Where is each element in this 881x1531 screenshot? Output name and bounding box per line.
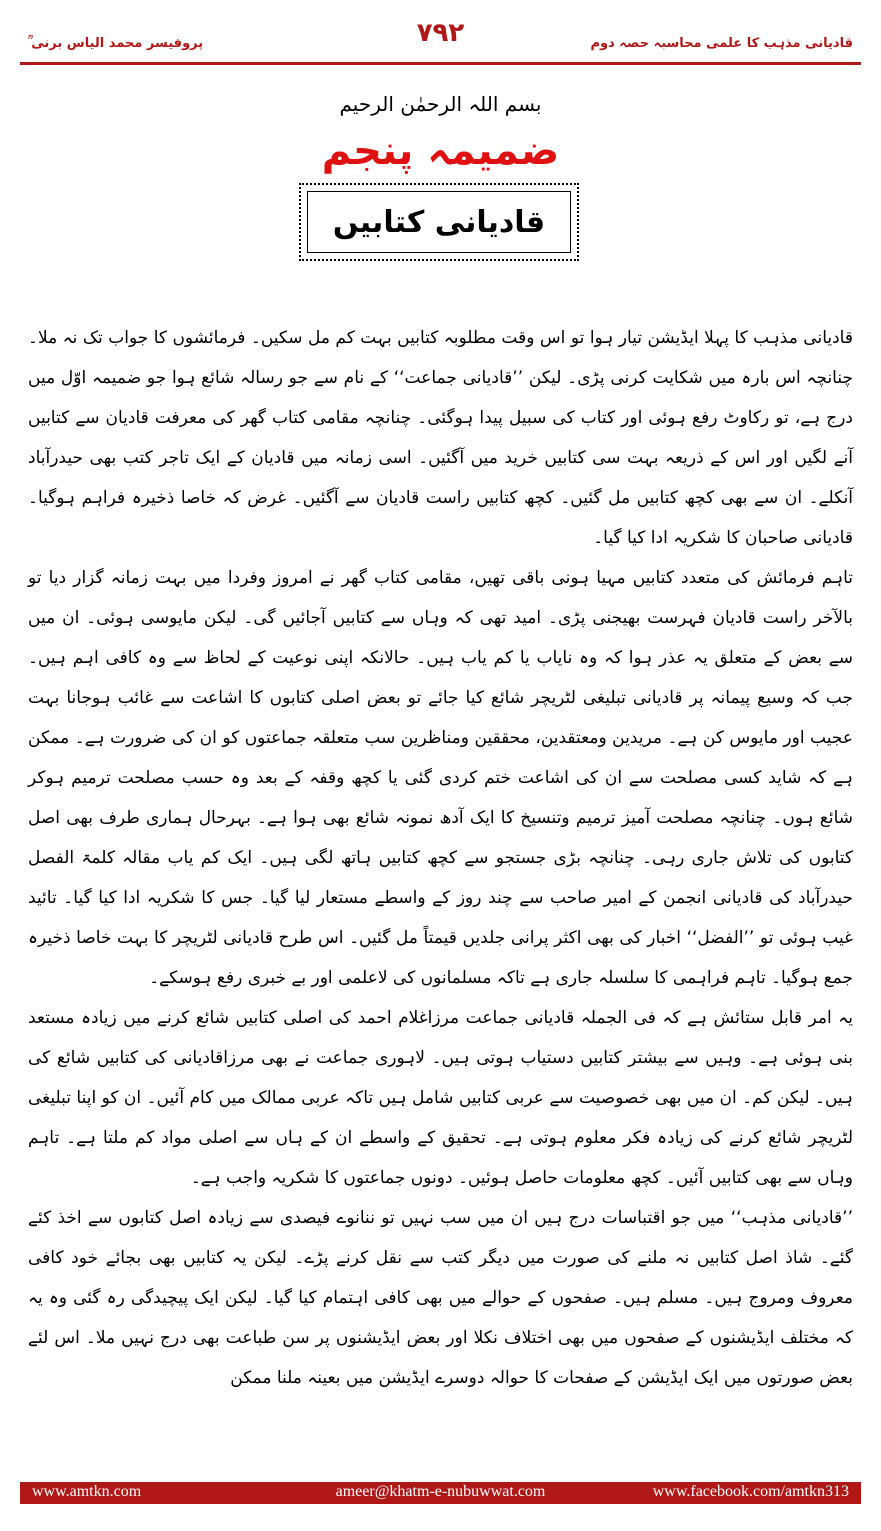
- appendix-title: ضمیمہ پنجم: [321, 128, 560, 174]
- header-book-title: قادیانی مذہب کا علمی محاسبہ حصہ دوم: [590, 36, 853, 51]
- page-number: ۷۹۲: [416, 18, 465, 48]
- footer-facebook-link[interactable]: www.facebook.com/amtkn313: [652, 1483, 849, 1500]
- footer-email-link[interactable]: ameer@khatm-e-nubuwwat.com: [335, 1483, 546, 1500]
- page-header: [22, 18, 859, 62]
- header-divider: [20, 62, 861, 65]
- footer-website-link[interactable]: www.amtkn.com: [32, 1483, 142, 1500]
- body-text: [28, 318, 853, 1398]
- paragraph-1: قادیانی مذہب کا پہلا ایڈیشن تیار ہوا تو اس وقت مطلوبہ کتابیں بہت کم مل سکیں۔ فرمائشوں کا جواب تک نہ ملا۔ چنانچہ اس بارہ میں شکایت کرنی پڑی۔ لیکن ’’قادیانی جماعت‘‘ کے نام سے جو رسالہ شائع ہوا جو ضمیمہ اوّل میں درج ہے، تو رکاوٹ رفع ہوئی اور کتاب کی سبیل پیدا ہوگئی۔ چنانچہ مقامی کتاب گھر کی معرفت قادیان سے کتابیں آنے لگیں اور اس کے ذریعہ بہت سی کتابیں خرید میں آگئیں۔ اسی زمانہ میں قادیان کے ایک تاجر کتب بھی حیدرآباد آنکلے۔ ان سے بھی کچھ کتابیں مل گئیں۔ کچھ کتابیں راست قادیان سے آگئیں۔ غرض کہ خاصا ذخیرہ فراہم ہوگیا۔ قادیانی صاحبان کا شکریہ ادا کیا گیا۔: [28, 328, 853, 548]
- paragraph-2: تاہم فرمائش کی متعدد کتابیں مہیا ہونی باقی تھیں، مقامی کتاب گھر نے امروز وفردا میں بہت زمانہ گزار دیا تو بالآخر راست قادیان فہرست بھیجنی پڑی۔ امید تھی کہ وہاں سے کتابیں آجائیں گی۔ لیکن مایوسی ہوئی۔ ان میں سے بعض کے متعلق یہ عذر ہوا کہ وہ نایاب یا کم یاب ہیں۔ حالانکہ اپنی نوعیت کے لحاظ سے وہ کافی اہم ہیں۔ جب کہ وسیع پیمانہ پر قادیانی تبلیغی لٹریچر شائع کیا جائے تو بعض اصلی کتابوں کا اشاعت سے غائب ہوجانا بہت عجیب اور مایوس کن ہے۔ مریدین ومعتقدین، محققین ومناظرین سب متعلقہ جماعتوں کو ان کی ضرورت ہے۔ ممکن ہے کہ شاید کسی مصلحت سے ان کی اشاعت ختم کردی گئی یا کچھ وقفہ کے بعد وہ حسب مصلحت ترمیم ہوکر شائع ہوں۔ چنانچہ مصلحت آمیز ترمیم وتنسیخ کا ایک آدھ نمونہ شائع بھی ہوا ہے۔ بہرحال ہماری طرف بھی اصل کتابوں کی تلاش جاری رہی۔ چنانچہ بڑی جستجو سے کچھ کتابیں ہاتھ لگی ہیں۔ ایک کم یاب مقالہ کلمۃ الفصل حیدرآباد کی قادیانی انجمن کے امیر صاحب سے چند روز کے واسطے مستعار لیا گیا۔ جس کا شکریہ ادا کیا گیا۔ تائید غیب ہوئی تو ’’الفضل‘‘ اخبار کی بھی اکثر پرانی جلدیں قیمتاً مل گئیں۔ اس طرح قادیانی لٹریچر کا بہت خاصا ذخیرہ جمع ہوگیا۔ تاہم فراہمی کا سلسلہ جاری ہے تاکہ مسلمانوں کی لاعلمی اور بے خبری رفع ہوسکے۔: [28, 568, 853, 988]
- bismillah: بسم اللہ الرحمٰن الرحیم: [339, 92, 542, 116]
- header-author: پروفیسر محمد الیاس برنی ؒ: [28, 36, 204, 51]
- section-title: قادیانی کتابیں: [332, 204, 546, 240]
- paragraph-4: ’’قادیانی مذہب‘‘ میں جو اقتباسات درج ہیں ان میں سب نہیں تو ننانوے فیصدی سے زیادہ اصل کتابوں سے اخذ کئے گئے۔ شاذ اصل کتابیں نہ ملنے کی صورت میں دیگر کتب سے نقل کرنے پڑے۔ لیکن یہ کتابیں بھی بجائے خود کافی معروف ومروج ہیں۔ مسلم ہیں۔ صفحوں کے حوالے میں بھی کافی اہتمام کیا گیا۔ لیکن ایک پیچیدگی رہ گئی وہ یہ کہ مختلف ایڈیشنوں کے صفحوں میں بھی اختلاف نکلا اور بعض ایڈیشنوں پر سن طباعت بھی درج نہیں ملا۔ اس لئے بعض صورتوں میں ایک ایڈیشن کے صفحات کا حوالہ دوسرے ایڈیشن میں بعینہ ملنا ممکن: [28, 1208, 853, 1388]
- page-footer: [20, 1482, 861, 1504]
- section-title-box: [299, 183, 579, 261]
- paragraph-3: یہ امر قابل ستائش ہے کہ فی الجملہ قادیانی جماعت مرزاغلام احمد کی اصلی کتابیں شائع کرنے میں زیادہ مستعد بنی ہوئی ہے۔ وہیں سے بیشتر کتابیں دستیاب ہوتی ہیں۔ لاہوری جماعت نے بھی مرزاقادیانی کی کتابیں شائع کی ہیں۔ لیکن کم۔ ان میں بھی خصوصیت سے عربی کتابیں شامل ہیں تاکہ عربی ممالک میں کام آئیں۔ ان کو اپنا تبلیغی لٹریچر شائع کرنے کی زیادہ فکر معلوم ہوتی ہے۔ تحقیق کے واسطے ان کے ہاں سے اصلی مواد کم ملتا ہے۔ تاہم وہاں سے بھی کتابیں آئیں۔ کچھ معلومات حاصل ہوئیں۔ دونوں جماعتوں کا شکریہ واجب ہے۔: [28, 1008, 853, 1188]
- section-title-frame: [307, 191, 571, 253]
